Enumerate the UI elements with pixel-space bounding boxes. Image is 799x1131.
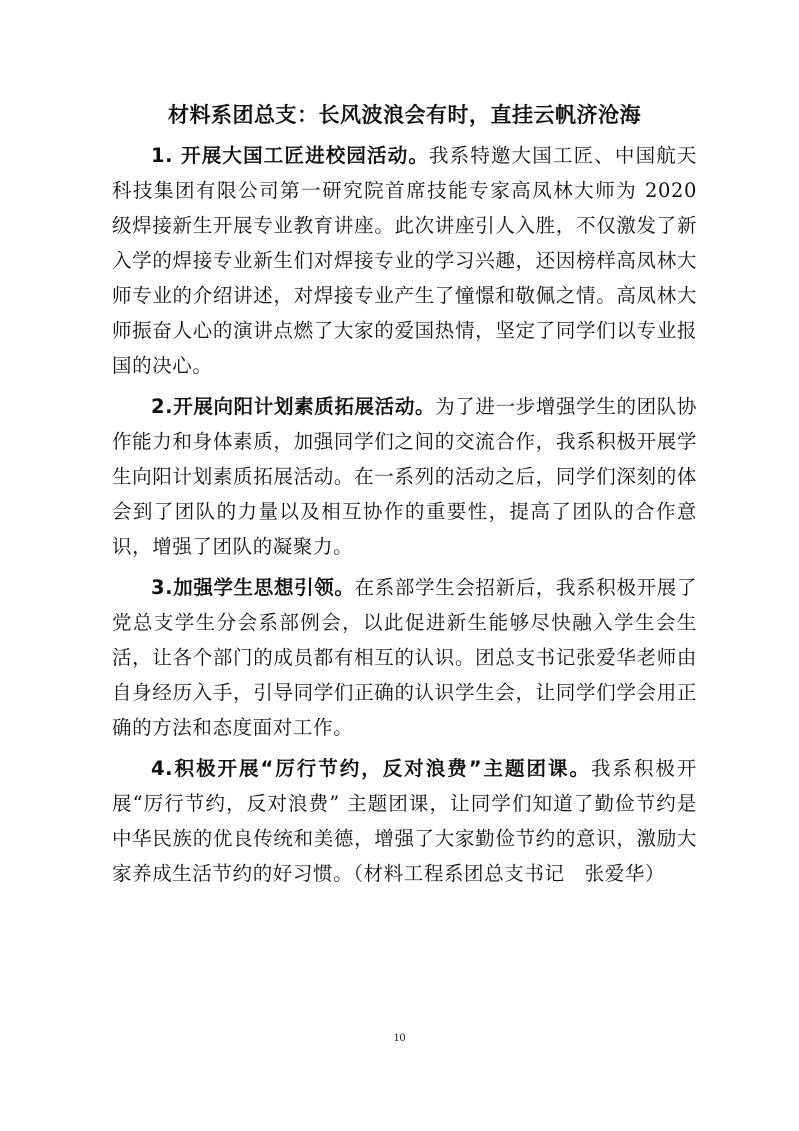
document-title: 材料系团总支：长风波浪会有时，直挂云帆济沧海 — [168, 103, 641, 127]
section-1-body: 我系特邀大国工匠、中国航天科技集团有限公司第一研究院首席技能专家高凤林大师为 2020 级焊接新生开展专业教育讲座。此次讲座引人入胜，不仅激发了新入学的焊接专业新生们对焊接专业的学习兴趣，还因榜样高凤林大师专业的介绍讲述，对焊接专业产生了憧憬和敬佩之情。高凤林大师振奋人心的演讲点燃了大家的爱国热情，坚定了同学们以专业报国的决心。 — [112, 144, 697, 377]
section-2-paragraph — [112, 389, 697, 564]
section-3-heading: 3.加强学生思想引领。 — [151, 576, 355, 599]
section-1-paragraph — [112, 138, 697, 383]
section-2-body: 为了进一步增强学生的团队协作能力和身体素质，加强同学们之间的交流合作，我系积极开展学生向阳计划素质拓展活动。在一系列的活动之后，同学们深刻的体会到了团队的力量以及相互协作的重要性，提高了团队的合作意识，增强了团队的凝聚力。 — [112, 395, 697, 558]
section-4-paragraph — [112, 751, 697, 891]
document-page — [112, 100, 697, 897]
section-4-heading: 4.积极开展“厉行节约，反对浪费”主题团课。 — [151, 757, 591, 780]
section-3-paragraph — [112, 570, 697, 745]
section-3-body: 在系部学生会招新后，我系积极开展了党总支学生分会系部例会，以此促进新生能够尽快融入学生会生活，让各个部门的成员都有相互的认识。团总支书记张爱华老师由自身经历入手，引导同学们正确的认识学生会，让同学们学会用正确的方法和态度面对工作。 — [112, 576, 697, 739]
section-1-heading: 1. 开展大国工匠进校园活动。 — [151, 144, 430, 167]
section-2-heading: 2.开展向阳计划素质拓展活动。 — [151, 395, 436, 418]
page-number: 10 — [393, 1030, 406, 1044]
section-4-body: 我系积极开展“厉行节约，反对浪费” 主题团课，让同学们知道了勤俭节约是中华民族的优良传统和美德，增强了大家勤俭节约的意识，激励大家养成生活节约的好习惯。（材料工程系团总支书记 张爱华） — [112, 757, 697, 885]
